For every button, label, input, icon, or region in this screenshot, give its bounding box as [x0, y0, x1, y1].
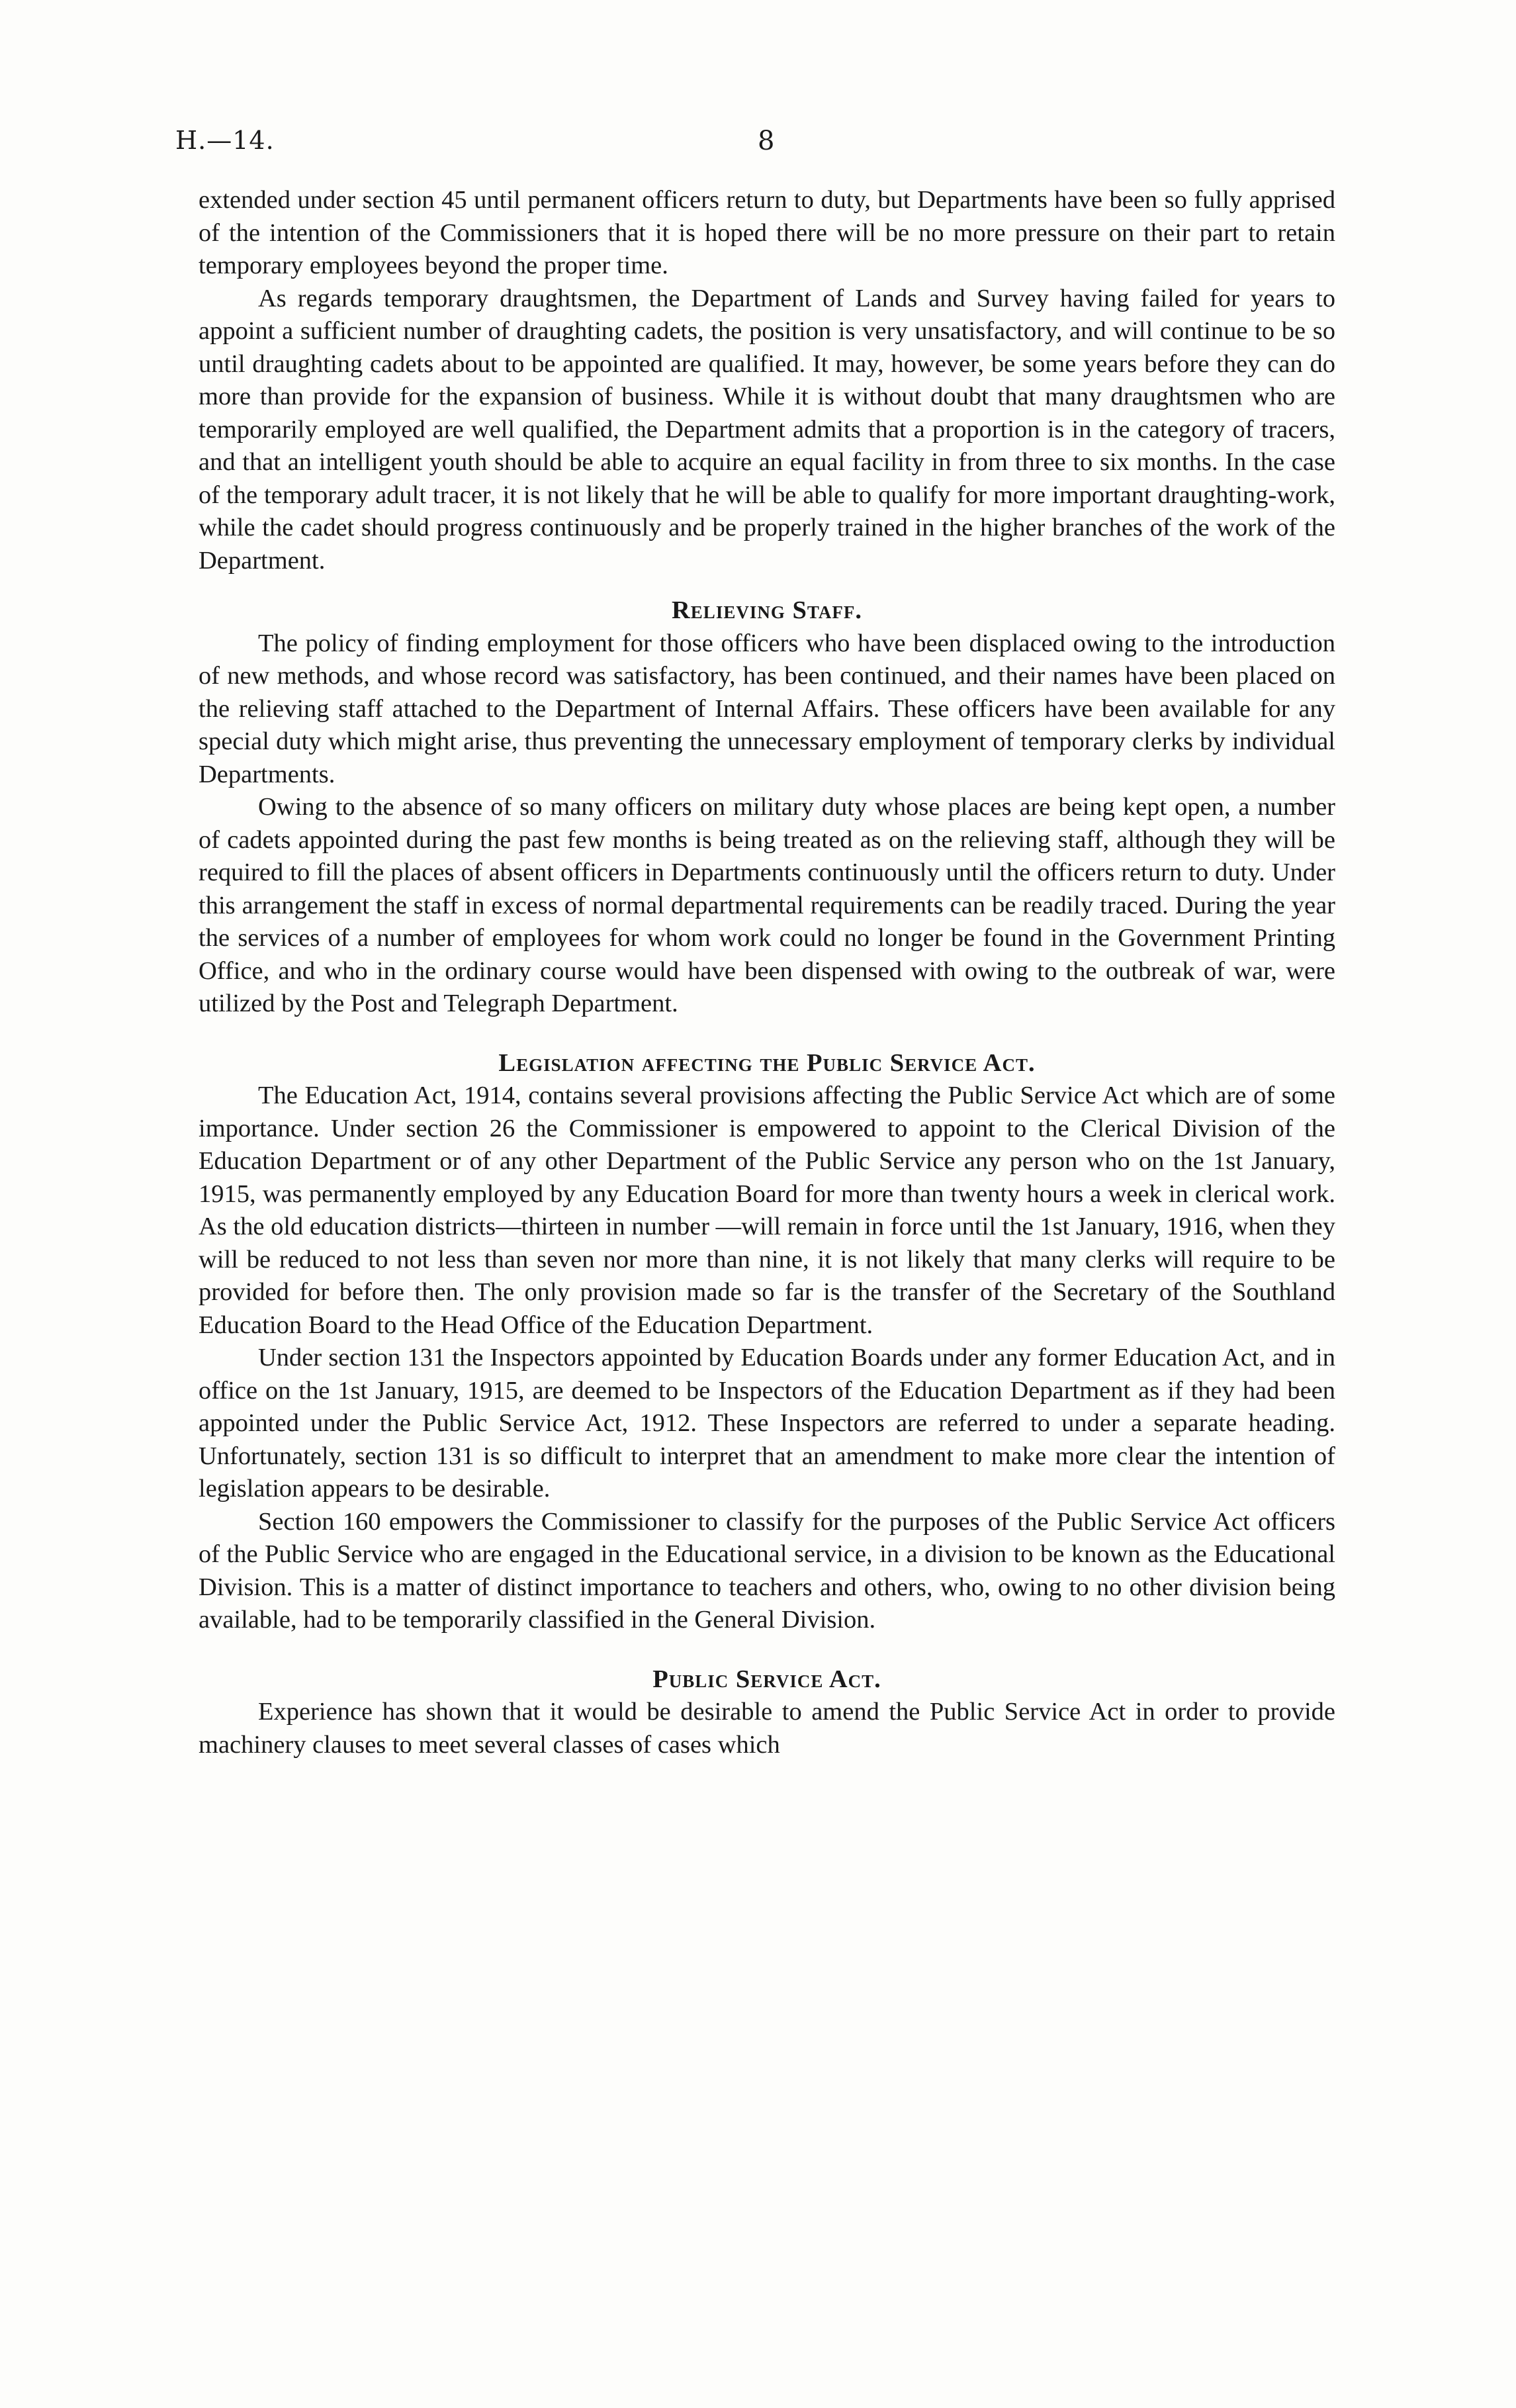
paragraph-7: Section 160 empowers the Commissioner to classify for the purposes of the Public Service Act officers of the Public Service who are engaged in the Educational service, in a division to be known as the Educational Division. This is a matter of distinct importance to teachers and others, who, owing to no other division being available, had to be temporarily classified in the General Division. [199, 1507, 1335, 1634]
paragraph-4: Owing to the absence of so many officers on military duty whose places are being kept open, a number of cadets appointed during the past few months is being treated as on the relieving staff, although they will be required to fill the places of absent officers in Departments continuously until the officers return to duty. Under this arrangement the staff in excess of normal departmental requirements can be readily traced. During the year the services of a number of employees for whom work could no longer be found in the Government Printing Office, and who in the ordinary course would have been dispensed with owing to the outbreak of war, were utilized by the Post and Telegraph Department. [199, 793, 1335, 1017]
page-header [175, 126, 1340, 165]
heading-relieving-staff: Relieving Staff. [672, 596, 862, 624]
heading-legislation: Legislation affecting the Public Service Act. [498, 1048, 1036, 1077]
page-number: 8 [758, 126, 775, 156]
paragraph-1: extended under section 45 until permanent officers return to duty, but Departments have been so fully apprised of the intention of the Commissioners that it is hoped there will be no more pressure on their part to retain temporary employees beyond the proper time. [199, 186, 1335, 279]
heading-public-service-act: Public Service Act. [652, 1665, 881, 1693]
paragraph-3: The policy of finding employment for those officers who have been displaced owing to the introduction of new methods, and whose record was satisfactory, has been continued, and their names have been placed on the relieving staff attached to the Department of Internal Affairs. These officers have been available for any special duty which might arise, thus preventing the unnecessary employment of temporary clerks by individual Departments. [199, 629, 1335, 788]
document-reference: H.—14. [175, 126, 275, 155]
paragraph-6: Under section 131 the Inspectors appointed by Education Boards under any former Education Act, and in office on the 1st January, 1915, are deemed to be Inspectors of the Education Department as if they had been appointed under the Public Service Act, 1912. These Inspectors are referred to under a separate heading. Unfortunately, section 131 is so difficult to interpret that an amendment to make more clear the intention of legislation appears to be desirable. [199, 1344, 1335, 1503]
paragraph-5: The Education Act, 1914, contains several provisions affecting the Public Service Act which are of some importance. Under section 26 the Commissioner is empowered to appoint to the Clerical Division of the Education Department or of any other Department of the Public Service any person who on the 1st January, 1915, was permanently employed by any Education Board for more than twenty hours a week in clerical work. As the old education districts—thirteen in number —will remain in force until the 1st January, 1916, when they will be reduced to not less than seven nor more than nine, it is not likely that many clerks will require to be provided for before then. The only provision made so far is the transfer of the Secretary of the Southland Education Board to the Head Office of the Education Department. [199, 1082, 1335, 1339]
paragraph-2: As regards temporary draughtsmen, the Department of Lands and Survey having failed for years to appoint a sufficient number of draughting cadets, the position is very unsatisfactory, and will continue to be so until draughting cadets about to be appointed are qualified. It may, however, be some years before they can do more than provide for the expansion of business. While it is without doubt that many draughtsmen who are temporarily employed are well qualified, the Department admits that a proportion is in the category of tracers, and that an intelligent youth should be able to acquire an equal facility in from three to six months. In the case of the temporary adult tracer, it is not likely that he will be able to qualify for more important draughting-work, while the cadet should progress continuously and be properly trained in the higher branches of the work of the Department. [199, 284, 1335, 575]
paragraph-8: Experience has shown that it would be desirable to amend the Public Service Act in order to provide machinery clauses to meet several classes of cases which [199, 1698, 1335, 1759]
document-body [199, 184, 1335, 1761]
